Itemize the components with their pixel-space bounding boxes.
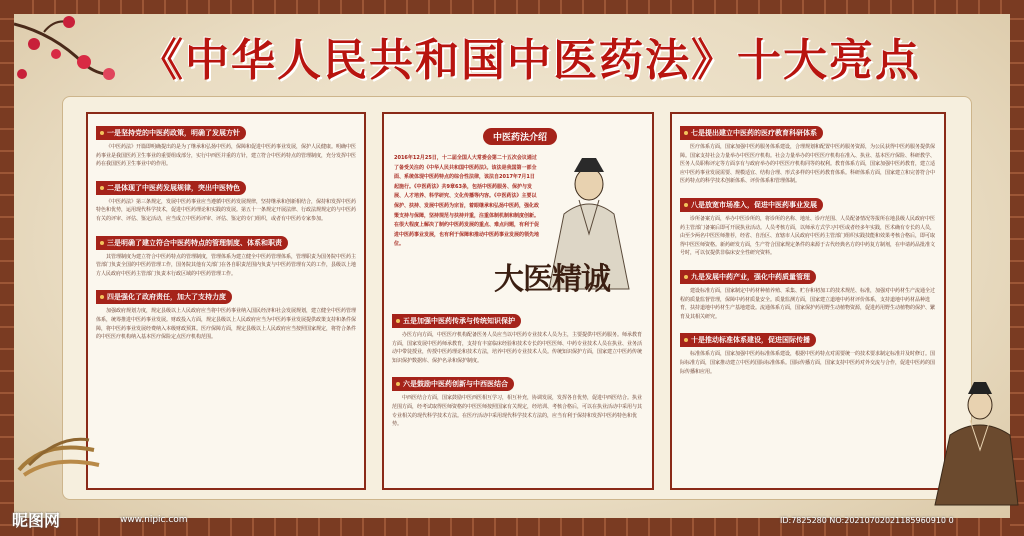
section-body: 办医方向方面，中医医疗机构配备医务人员应当以中医药专业技术人员为主，主要提供中医药服务。师承教育方面，国家发展中医药师承教育，支持有丰富临床经验和技术专长的中医医师、中药专业技术人员在执业、业务活动中带徒授业，传授中医药理论和技术方法，培养中医药专业技术人员。传统知识保护方面，国家建立中医药传统知识保护数据库、保护名录和保护制度。 xyxy=(392,332,643,364)
section-4 xyxy=(96,284,356,341)
section-7 xyxy=(680,120,936,186)
section-heading: 七是提出建立中医药的医疗教育科研体系 xyxy=(680,126,823,140)
left-panel xyxy=(86,112,366,490)
section-heading: 三是明确了建立符合中医药特点的管理制度、体系和职责 xyxy=(96,236,288,250)
watermark-logo: 昵图网 xyxy=(12,511,61,530)
section-body: 加强政府规划力度，规定县级以上人民政府应当将中医药事业纳入国民经济和社会发展规划，建立健全中医药管理体系，统筹推进中医药事业发展。财政投入方面，规定县级以上人民政府应当为中医药事业发展提供政策支持和条件保障，将中医药事业发展经费纳入本级财政预算。医疗保障方面，规定县级以上人民政府应当按照国家规定，将符合条件的中医医疗机构纳入基本医疗保险定点医疗机构范围。 xyxy=(96,308,357,341)
herbal-roots-icon xyxy=(14,420,104,480)
section-body: 《中医药法》开篇即明确提出的是为了继承和弘扬中医药，保障和促进中医药事业发展，保护人民健康。明确中医药事业是我国医药卫生事业的重要组成部分，实行中西医并重的方针，建立符合中医药特点的管理制度，充分发挥中医药在我国医药卫生事业中的作用。 xyxy=(96,144,357,168)
intro-text: 2016年12月25日，十二届全国人大常委会第二十五次会议通过了备受关注的《中华人民共和国中医药法》。该法是我国第一部全面、系统体现中医药特点的综合性法律，该法自2017年7月1日起施行。《中医药法》共9章63条，包括中医药服务、保护与发展、人才培养、科学研究、文化传播等内容。《中医药法》主要以保护、扶持、发展中医药为宗旨，着眼继承和弘扬中医药，强化政策支持与保障，坚持规范与扶持并重，注重体制机制和制度创新。在很大程度上解决了制约中医药发展的重点、难点问题，有利于促进中医药事业发展，也有利于保障和推动中医药事业发展的领先地位。 xyxy=(394,155,540,248)
section-heading: 四是强化了政府责任，加大了支持力度 xyxy=(96,290,232,304)
section-heading: 一是坚持党的中医药政策，明确了发展方针 xyxy=(96,126,246,140)
section-body: 其管理制度为建立符合中医药特点的管理制度，管理体系为建立健全中医药管理体系，管理职责为国务院中医药主管部门负责全国的中医药管理工作，国务院其他有关部门在各自职责范围内负责与中医药管理有关的工作，县级以上地方人民政府中医药主管部门负责本行政区域的中医药管理工作。 xyxy=(96,253,357,277)
right-panel xyxy=(670,112,946,490)
watermark-id: ID:7825280 NO:20210702021185960910 0 xyxy=(780,516,954,525)
seated-scholar-icon xyxy=(930,380,1020,510)
section-1 xyxy=(96,120,356,169)
section-body: 《中医药法》第三条规定，发展中医药事业应当遵循中医药发展规律，坚持继承和创新相结合，保持和发挥中医药特色和优势，运用现代科学技术，促进中医药理论和实践的发展。第五十一条规定开展法律、行政法规规定的与中医药有关的评审、评估、鉴定活动，应当成立中医药评审、评估、鉴定的专门组织，或者有中医药专家参加。 xyxy=(96,198,357,222)
page-title: 《中华人民共和国中医药法》十大亮点 xyxy=(139,35,921,86)
watermark-url: www.nipic.com xyxy=(120,515,188,525)
section-heading: 五是加强中医药传承与传统知识保护 xyxy=(392,314,521,328)
intro-heading-label: 中医药法介绍 xyxy=(483,128,557,145)
plum-blossom-icon xyxy=(14,14,124,104)
section-heading: 八是放宽市场准入，促进中医药事业发展 xyxy=(680,198,823,212)
middle-lower-sections xyxy=(384,302,652,431)
section-3 xyxy=(96,230,356,279)
section-2 xyxy=(96,175,356,224)
section-body: 建设标准方面，国家制定中药材种植养殖、采集、贮存和初加工的技术规范、标准，加强对中药材生产流通全过程的质量监督管理，保障中药材质量安全。质量监测方面，国家建立道地中药材评价体系，支持道地中药材品种选育，扶持道地中药材生产基地建设。流通体系方面，国家保护药用野生动植物资源，促进药用野生动植物的保护、繁育及其相关研究。 xyxy=(680,287,936,320)
calligraphy-text: 大医精诚 xyxy=(494,262,610,297)
section-9 xyxy=(680,264,936,321)
section-body: 医疗体系方面，国家加强中医药服务体系建设，合理规划和配置中医药服务资源，为公民获得中医药服务提供保障。国家支持社会力量举办中医医疗机构。社会力量举办的中医医疗机构在准入、执业、基本医疗保险、科研教学、医务人员职称评定等方面享有与政府举办的中医医疗机构同等的权利。教育体系方面，国家加强中医药教育，建立适应中医药事业发展需要、规模适宜、结构合理、形式多样的中医药教育体系。科研体系方面，国家建立和完善符合中医药特点的科学技术创新体系、评价体系和管理体制。 xyxy=(680,144,936,185)
section-heading: 十是推动标准体系建设，促进国际传播 xyxy=(680,333,816,347)
middle-panel xyxy=(382,112,654,490)
section-6 xyxy=(392,371,644,428)
section-heading: 六是鼓励中医药创新与中西医结合 xyxy=(392,377,514,391)
intro-heading xyxy=(420,128,620,145)
section-body: 诊所备案方面，举办中医诊所的，将诊所的名称、地址、诊疗范围、人员配备情况等报所在地县级人民政府中医药主管部门备案后即可开展执业活动。人员考核方面，以师承方式学习中医或者经多年实践，医术确有专长的人员，由至少两名中医医师推荐，经省、自治区、直辖市人民政府中医药主管部门组织实践技能和效果考核合格后，即可取得中医医师资格。新药研发方面，生产符合国家规定条件的来源于古代经典名方的中药复方制剂，在申请药品批准文号时，可以仅提供非临床安全性研究资料。 xyxy=(680,215,936,257)
section-body: 标准体系方面，国家加强中医药标准体系建设，根据中医药特点对需要统一的技术要求制定标准并及时修订。国际标准方面，国家推动建立中医药国际标准体系。国际传播方面，国家支持中医药对外交流与合作，促进中医药的国际传播和应用。 xyxy=(680,351,936,375)
section-heading: 九是发展中药产业，强化中药质量管理 xyxy=(680,270,816,284)
section-8 xyxy=(680,192,936,258)
section-5 xyxy=(392,308,644,365)
left-lattice-border xyxy=(0,0,14,536)
top-lattice-border xyxy=(0,0,1024,14)
section-body: 中西医结合方面，国家鼓励中医西医相互学习，相互补充，协调发展，发挥各自优势，促进中西医结合。执业范围方面，经考试取得医师资格的中医医师按照国家有关规定，经培训、考核合格后，可以在执业活动中采用与其专业相关的现代科学技术方法。在医疗活动中采用现代科学技术方法的，应当有利于保持和发挥中医药特色和优势。 xyxy=(392,395,643,428)
section-10 xyxy=(680,327,936,376)
section-heading: 二是体现了中医药发展规律，突出中医特色 xyxy=(96,181,246,195)
